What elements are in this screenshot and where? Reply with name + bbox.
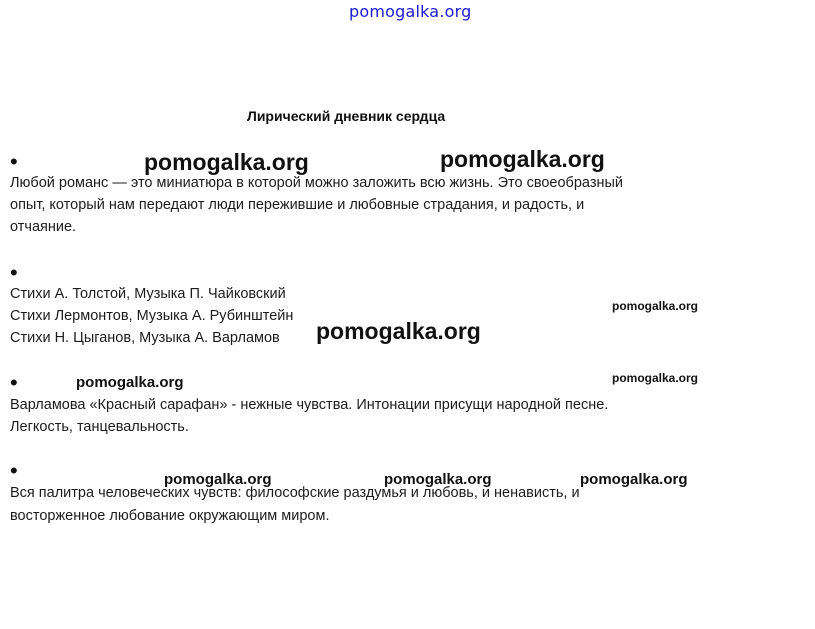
section-4-line-1: Вся палитра человеческих чувств: философские раздумья и любовь, и ненависть, и (10, 485, 580, 501)
top-watermark: pomogalka.org (349, 2, 472, 21)
watermark-overlay: pomogalka.org (580, 471, 688, 488)
watermark-overlay: pomogalka.org (384, 471, 492, 488)
watermark-overlay: pomogalka.org (612, 299, 699, 313)
bullet-icon: • (10, 458, 18, 483)
section-1-line-2: опыт, который нам передают люди пережившие и любовные страдания, и радость, и (10, 197, 585, 213)
section-2-line-3: Стихи Н. Цыганов, Музыка А. Варламов (10, 330, 280, 346)
watermark-overlay: pomogalka.org (440, 146, 605, 172)
section-2-line-1: Стихи А. Толстой, Музыка П. Чайковский (10, 286, 286, 302)
watermark-overlay: pomogalka.org (164, 471, 272, 488)
section-3-line-2: Легкость, танцевальность. (10, 419, 189, 435)
watermark-overlay: pomogalka.org (144, 149, 309, 175)
watermark-overlay: pomogalka.org (316, 318, 481, 344)
section-3-line-1: Варламова «Красный сарафан» - нежные чувства. Интонации присущи народной песне. (10, 397, 609, 413)
bullet-icon: • (10, 260, 18, 285)
document-title: Лирический дневник сердца (247, 108, 446, 124)
section-4-line-2: восторженное любование окружающим миром. (10, 508, 330, 524)
section-1-line-1: Любой романс — это миниатюра в которой можно заложить всю жизнь. Это своеобразный (10, 175, 624, 191)
watermark-overlay: pomogalka.org (612, 371, 699, 385)
section-2-line-2: Стихи Лермонтов, Музыка А. Рубинштейн (10, 308, 294, 324)
watermark-overlay: pomogalka.org (76, 374, 184, 391)
section-1-line-3: отчаяние. (10, 219, 77, 235)
bullet-icon: • (10, 370, 18, 395)
bullet-icon: • (10, 149, 18, 174)
